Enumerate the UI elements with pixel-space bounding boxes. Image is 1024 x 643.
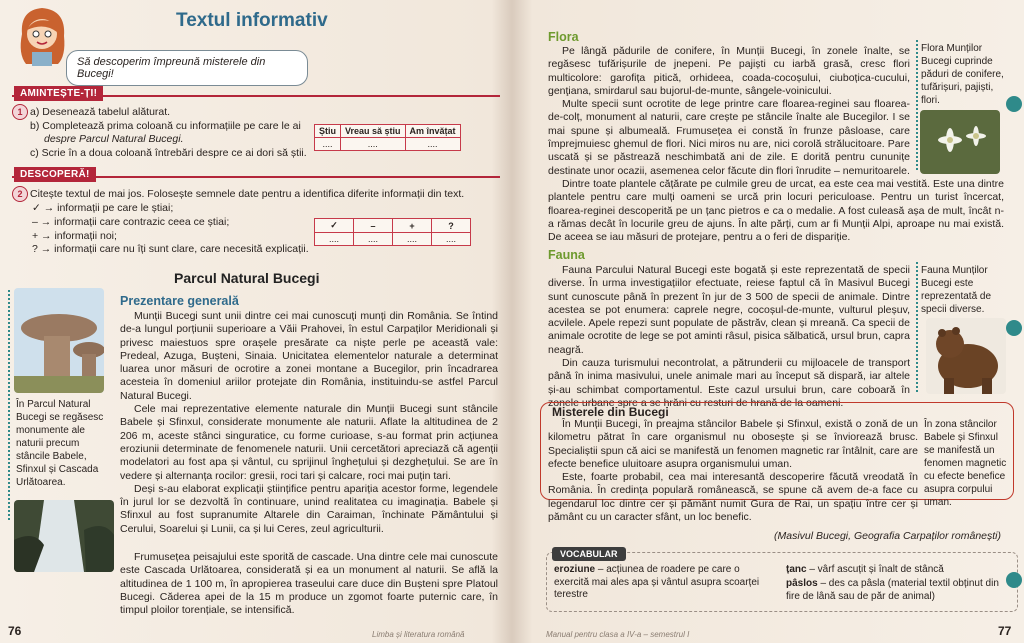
paragraph: Multe specii sunt ocrotite de lege printre care floarea-reginei sau floarea-de-colț, monument al naturii, care crește pe stâncile înalte ale Bucegilor. I se mai spune și albumeală. Frumusețea ei constă în frunze pâsloase, care împrejmuiesc ghemul de flori. Nici miros nu are, nici corolă strălucitoare. Pare uscată și se păstrează neschimbată ani de zile. E dorită pentru cununițe destinate unor ocazii, asemenea celor făcute din flori înrudite – nemuritoarele. — [548, 98, 910, 177]
left-page — [0, 0, 508, 643]
exercise-1-item-a: a) Desenează tabelul alăturat. — [30, 106, 171, 118]
fauna-body — [548, 264, 910, 410]
article-body-bottom — [14, 551, 498, 617]
exercise-1-item-c: c) Scrie în a doua coloană întrebări despre ce ai dori să știi. — [30, 147, 307, 159]
audio-link-icon[interactable] — [1006, 572, 1022, 588]
table-stiu — [314, 124, 461, 151]
flora-side-note: Flora Munților Bucegi cuprinde păduri de conifere, tufărișuri, pajiști, flori. — [921, 43, 1004, 106]
section-title: Prezentare generală — [120, 294, 239, 308]
vocab-term: pâslos — [786, 578, 818, 589]
table-cell: .... — [315, 233, 354, 246]
paragraph: Din cauza turismului necontrolat, a pătrunderii cu mijloacele de transport până în inima masivului, unele animale mari au început să dispară, iar altele și-au schimbat comportamentul. Este cazul ursului brun, care coboară în zonele urbane spre a se hrăni cu resturi de hrană de la oameni. — [548, 357, 910, 409]
legend-item: ✓ → informații pe care le știai; — [32, 202, 174, 214]
babele-photo — [14, 288, 104, 393]
table-cell: .... — [354, 233, 393, 246]
table-cell: .... — [341, 138, 406, 151]
table-cell: .... — [315, 138, 341, 151]
page-number: 77 — [998, 624, 1012, 638]
fauna-title: Fauna — [548, 248, 585, 262]
fauna-side-note: Fauna Munților Bucegi este reprezentată de specii diverse. — [921, 265, 992, 315]
table-header: ✓ — [315, 219, 354, 233]
vocab-definition: – vârf ascuțit și înalt de stâncă — [809, 564, 944, 575]
right-page — [516, 0, 1024, 643]
paragraph: Fauna Parcului Natural Bucegi este bogată și este reprezentată de specii diverse. În urma investigațiilor efectuate, reiese faptul că în Masivul Bucegi sunt cunoscute până în prezent în jur de 3 500 de specii de animale. Dintre acestea se pot enumera: caprele negre, cocoșul-de-munte, vulturul pleșuv, acvilele. Apele repezi sunt populate de păstrăv, clean și mreană. Ca specii de animale ocrotite de lege se pot aminti râsul, pisica sălbatică, ursul brun, capra neagră. — [548, 264, 910, 356]
source-citation: (Masivul Bucegi, Geografia Carpaților românești) — [774, 530, 1002, 542]
camera-icon[interactable] — [1006, 96, 1022, 112]
legend-item: + → informații noi; — [32, 230, 117, 242]
exercise-1-number: 1 — [12, 104, 28, 120]
vocab-term: eroziune — [554, 564, 596, 575]
table-cell: .... — [405, 138, 460, 151]
table-header: Știu — [315, 125, 341, 138]
table-header: + — [393, 219, 432, 233]
table-symbols — [314, 218, 471, 246]
side-dotted-line — [916, 40, 918, 170]
page-title: Textul informativ — [176, 10, 328, 31]
floarea-de-colt-photo — [920, 110, 1000, 174]
flora-body-cont — [548, 178, 1004, 244]
page-number: 76 — [8, 624, 22, 638]
paragraph: Pe lângă pădurile de conifere, în Munții Bucegi, în zonele înalte, se regăsesc tufărișurile de jnepeni. Pe pajiști cu iarbă grasă, cresc flori multicolore: garofița pitică, orhideea, coada-cocoșului, ciuboțica-cucului, genţiana, smirdarul sau bujorul-de-munte, sângele-voinicului. — [548, 45, 910, 97]
bear-photo — [926, 318, 1006, 394]
flora-title: Flora — [548, 30, 579, 44]
vocab-term: țanc — [786, 564, 807, 575]
paragraph: Este, foarte probabil, cea mai interesantă descoperire făcută vreodată în România. În credința populară românească, se spune că avem de-a face cu legendarul loc dintre cer și pământ numit Gura de Rai, un spațiu între cer și pământ cu un caracter sfânt, un loc benefic. — [548, 471, 918, 524]
speech-bubble: Să descoperim împreună misterele din Bucegi! — [66, 50, 308, 86]
camera-icon[interactable] — [1006, 320, 1022, 336]
flora-body — [548, 45, 910, 178]
footer-text: Manual pentru clasa a IV-a – semestrul I — [546, 630, 690, 639]
vocabular-tag: VOCABULAR — [552, 547, 626, 561]
paragraph: În Munții Bucegi, în preajma stâncilor Babele și Sfinxul, există o zonă de un kilometru pătrat în care organismul nu obosește și se înviorează brusc. Specialiștii spun că aici se manifestă un fenomen magnetic rar întâlnit, care are efecte benefice uluitoare asupra organismului uman. — [548, 418, 918, 470]
article-title: Parcul Natural Bucegi — [174, 270, 320, 286]
paragraph: Dintre toate plantele cățărate pe culmile greu de urcat, ea este cea mai vestită. Este una dintre plantele pentru care mulți oameni se urcă prin locuri periculoase. Pentru un turist încercat, floarea-reginei descoperită pe un țanc pietros e ca o medalie. A fost culeasă așa de mult, încât n-a rămas decât în locurile greu de ajuns. În alte părți, cum ar fi Munții Alpi, aproape nu mai există. De aceea se iau măsuri de protejare, pentru a o feri de dispariție. — [548, 178, 1004, 244]
legend-item: ? → informații care nu îți sunt clare, care necesită explicații. — [32, 243, 309, 255]
exercise-1-item-b-cont: despre Parcul Natural Bucegi. — [44, 133, 184, 145]
side-dotted-line — [8, 290, 10, 520]
table-header: Am învățat — [405, 125, 460, 138]
paragraph: Munții Bucegi sunt unii dintre cei mai cunoscuți munți din România. Se întind de-a lungul porțiunii superioare a Văii Prahovei, în estul Carpaților Meridionali și privesc maiestuos spre orașele presărate ca niște perle pe această vale: Predeal, Azuga, Bușteni, Sinaia. Unicitatea elementelor naturale a determinat luarea unor măsuri de ocrotire a zonei montane a Bucegilor, prin încadrarea acesteia în domeniul ariilor protejate din România, instituindu-se astfel Parcul Natural Bucegi. — [120, 310, 498, 402]
exercise-1-item-b: b) Completează prima coloană cu informațiile pe care le ai — [30, 120, 301, 132]
paragraph: Deși s-au elaborat explicații științifice pentru apariția acestor forme, legendele în jurul lor se dezvoltă în continuare, unind realitatea cu imaginația. Babele și Sfinxul au fost supranumite Altarele din Caraiman, închinate Pământului și Cerului, Soarelui și Lunii, ca și lui Ceres, zeul agriculturii. — [120, 482, 498, 535]
side-dotted-line — [916, 262, 918, 392]
mistere-title: Misterele din Bucegi — [552, 405, 669, 419]
vocab-entry — [786, 564, 1006, 577]
vocab-definition: – acțiunea de roadere pe care o exercită mai ales apa și vântul asupra scoarței terestre — [554, 564, 760, 600]
exercise-2-text: Citește textul de mai jos. Folosește semnele date pentru a identifica diferite informații din text. — [30, 188, 465, 200]
aminteste-tag: AMINTEȘTE-ȚI! — [14, 86, 103, 101]
vocab-entry — [554, 564, 776, 602]
vocab-entry — [786, 578, 1006, 603]
table-cell: .... — [393, 233, 432, 246]
vocab-definition: – des ca pâsla (material textil obținut din fire de lână sau de păr de animal) — [786, 578, 999, 602]
side-note: În Parcul Natural Bucegi se regăsesc monumente ale naturii precum stâncile Babele, Sfinxul și Cascada Urlătoarea. — [16, 399, 104, 488]
table-cell: .... — [432, 233, 471, 246]
article-body — [120, 310, 498, 536]
descopera-tag: DESCOPERĂ! — [14, 167, 96, 182]
paragraph: Frumusețea peisajului este sporită de cascade. Una dintre cele mai cunoscute este Cascada Urlătoarea, considerată și ea un monument al naturii. Se află la altitudinea de 1 100 m, în apropierea traseului care duce din Bușteni spre Platoul Bucegi. Căderea apei de la 15 m produce un zgomot foarte puternic care, în timpul ploilor torențiale, se intensifică. — [120, 551, 498, 617]
footer-text: Limba și literatura română — [372, 630, 465, 639]
table-header: ? — [432, 219, 471, 233]
girl-mascot-illustration — [14, 4, 70, 68]
mistere-body — [548, 418, 918, 524]
table-header: Vreau să știu — [341, 125, 406, 138]
paragraph: Cele mai reprezentative elemente naturale din Munții Bucegi sunt stâncile Babele și Sfinxul, considerate monumente ale naturii. Aflate la altitudinea de 2 206 m, aceste stânci singuratice, cu forme curioase, s-au format prin acțiunea eroziunii determinate de fenomenele naturii. Unii cercetători apreciază că agenții modelatori au fost apa și vântul, cu sprijinul înghețului și dezghețului. Se are în vedere și alternanța rocilor: gresii, roci tari și calcare, roci mai puțin tari. — [120, 403, 498, 482]
exercise-2-number: 2 — [12, 186, 28, 202]
legend-item: – → informații care contrazic ceea ce știai; — [32, 216, 230, 228]
table-header: – — [354, 219, 393, 233]
mistere-side-note: În zona stâncilor Babele și Sfinxul se manifestă un fenomen magnetic cu efecte benefice asupra corpului uman. — [924, 419, 1007, 508]
